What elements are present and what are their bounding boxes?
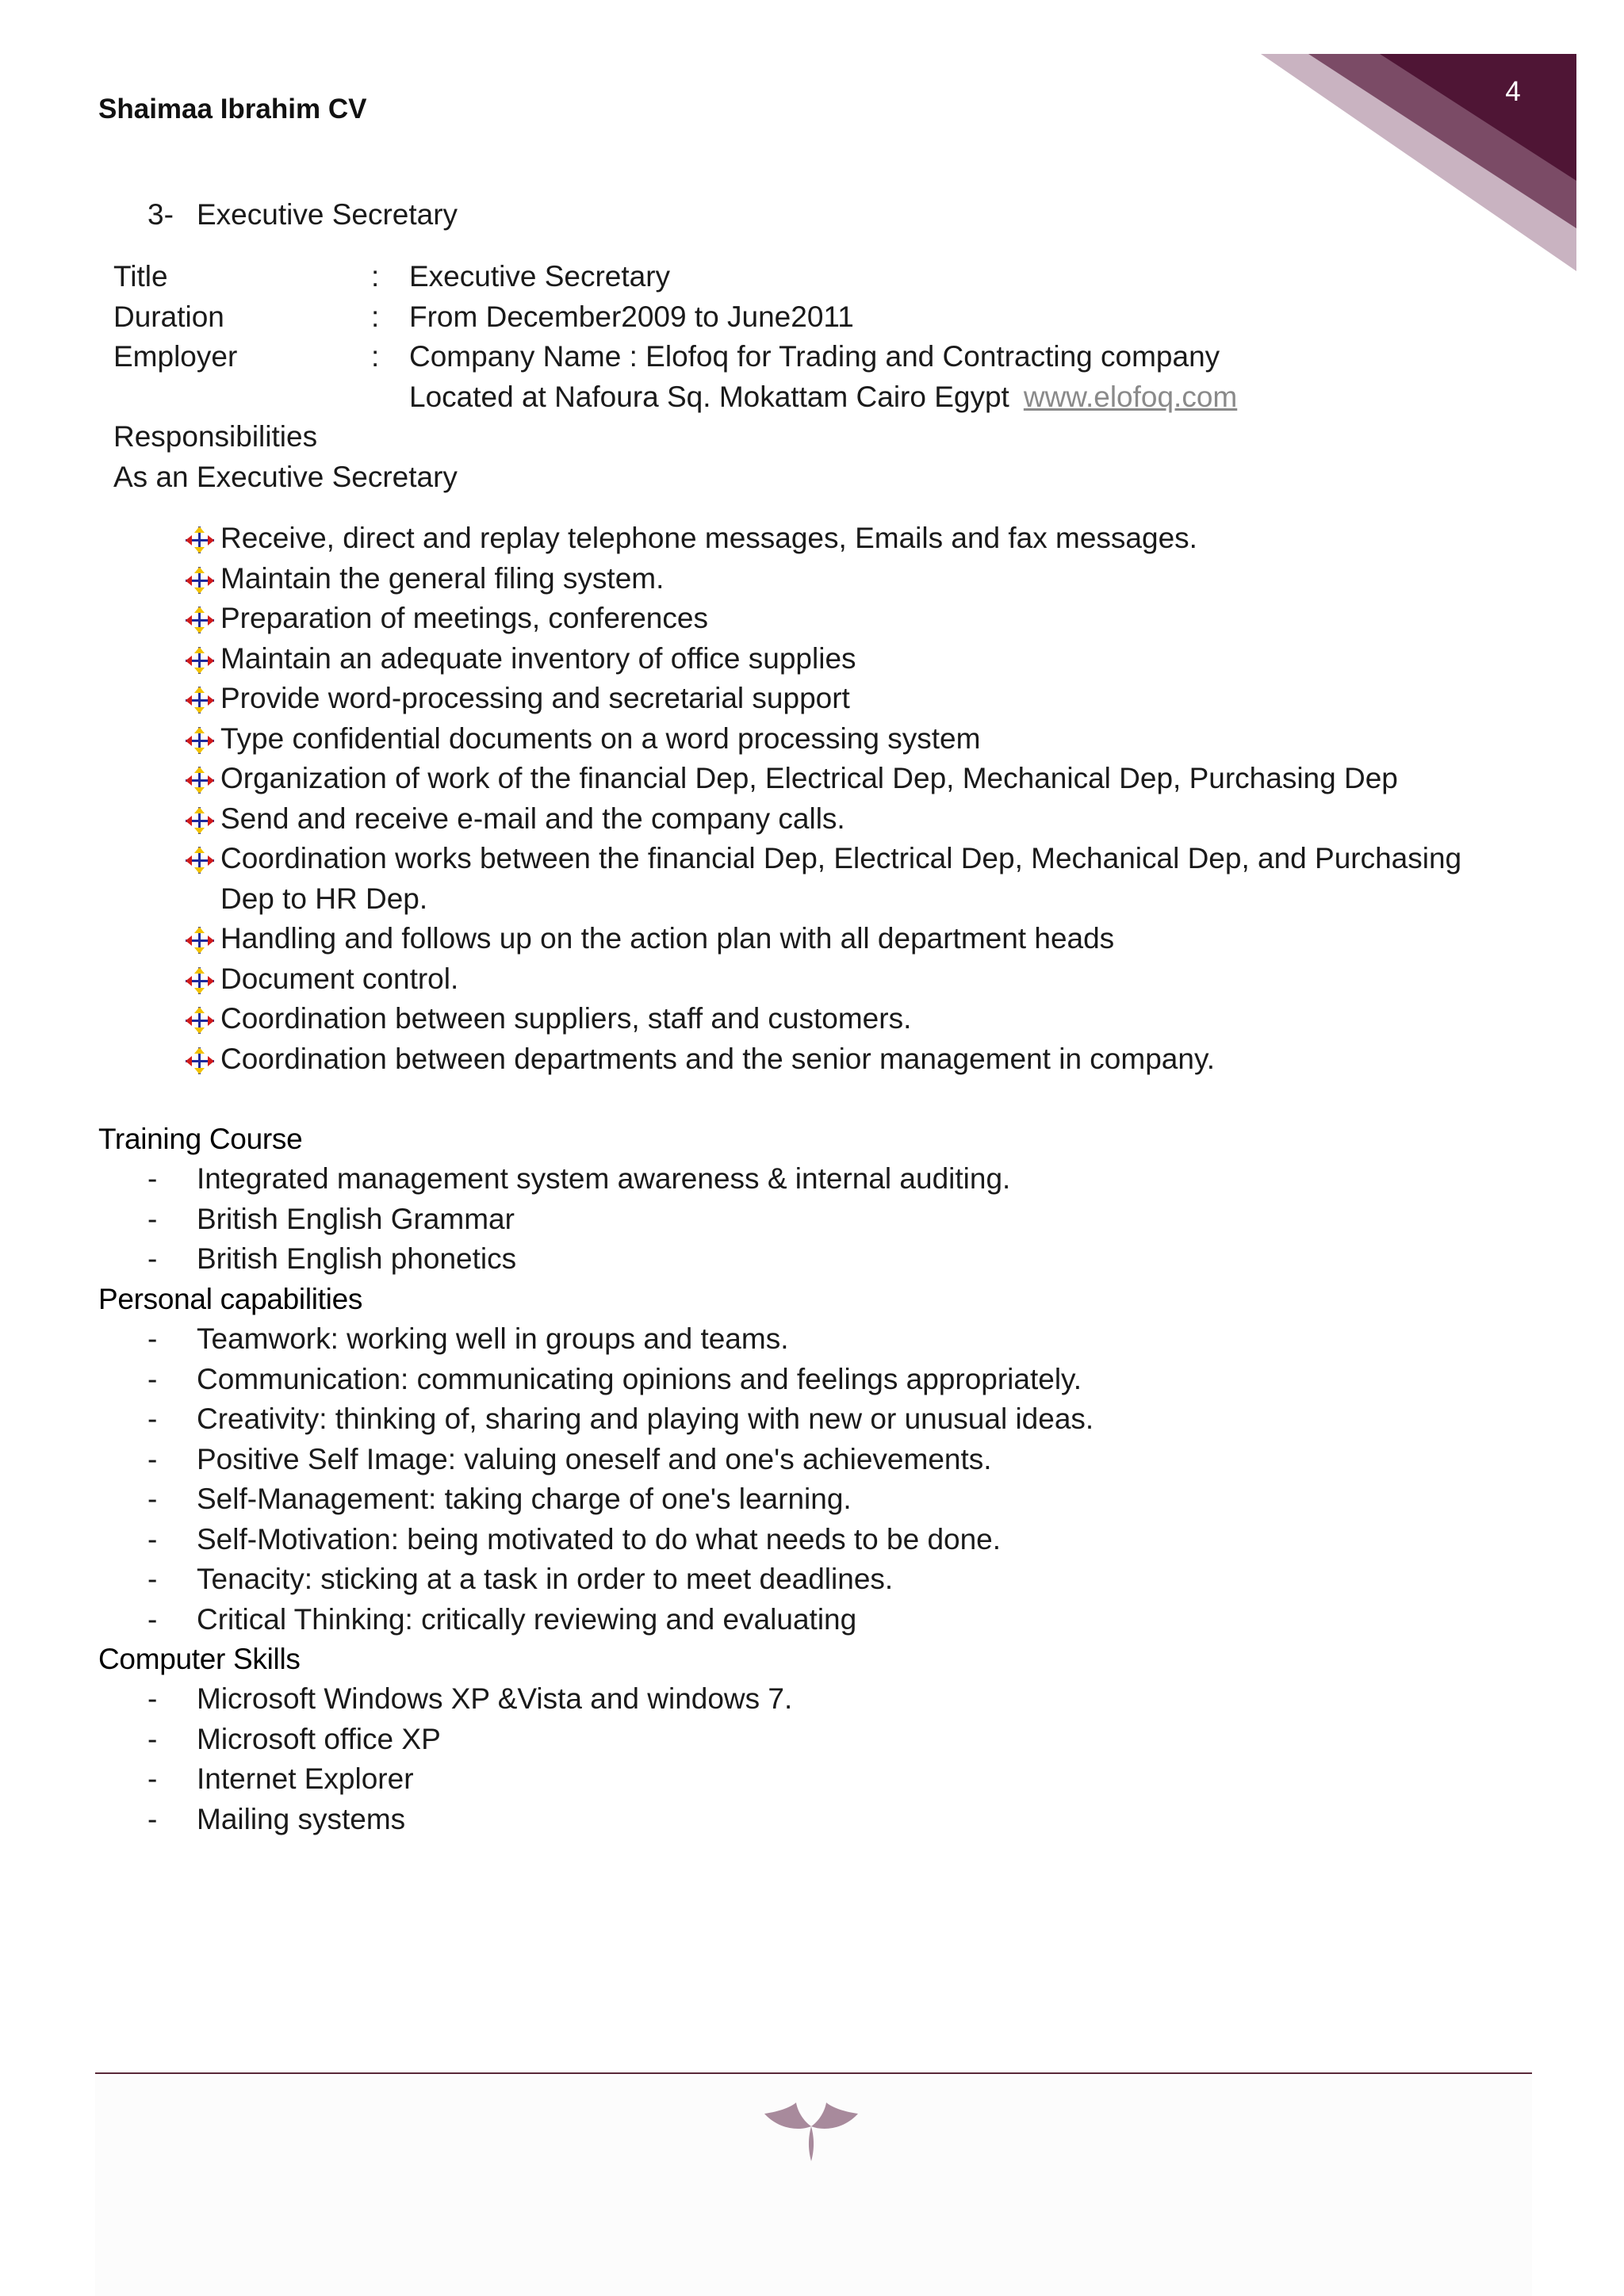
dash-marker: - (147, 1362, 158, 1395)
training-item-text: Integrated management system awareness & internal auditing. (197, 1162, 1011, 1195)
four-point-arrow-bullet-icon (186, 727, 214, 754)
dash-marker: - (147, 1442, 158, 1475)
training-item-text: British English Grammar (197, 1202, 515, 1235)
responsibility-item (186, 599, 1502, 639)
training-item-text: British English phonetics (197, 1242, 517, 1275)
computer-skill-item (147, 1800, 792, 1840)
detail-colon: : (371, 340, 380, 373)
responsibility-text: Preparation of meetings, conferences (220, 602, 708, 634)
four-point-arrow-bullet-icon (186, 1047, 214, 1074)
dash-marker: - (147, 1722, 158, 1755)
detail-row-duration (113, 297, 1237, 338)
corner-triangle-decoration (1261, 54, 1576, 271)
detail-value: From December2009 to June2011 (409, 300, 854, 333)
dash-marker: - (147, 1402, 158, 1435)
job-heading (147, 195, 458, 235)
capability-item (147, 1559, 1094, 1600)
responsibility-text: Type confidential documents on a word processing system (220, 721, 981, 755)
dash-marker: - (147, 1682, 158, 1715)
dash-marker: - (147, 1242, 158, 1275)
four-point-arrow-bullet-icon (186, 647, 214, 674)
page-number: 4 (1505, 76, 1521, 107)
responsibility-text: Provide word-processing and secretarial support (220, 682, 850, 714)
capability-item-text: Self-Management: taking charge of one's learning. (197, 1483, 852, 1515)
computer-skill-item (147, 1759, 792, 1800)
four-point-arrow-bullet-icon (186, 807, 214, 834)
dash-marker: - (147, 1483, 158, 1515)
dash-marker: - (147, 1202, 158, 1235)
job-details (113, 257, 1237, 497)
footer-divider (95, 2072, 1532, 2074)
detail-key: Title (113, 260, 168, 293)
capability-item-text: Teamwork: working well in groups and teams. (197, 1322, 789, 1355)
dash-marker: - (147, 1563, 158, 1595)
responsibility-item (186, 719, 1502, 760)
responsibility-item (186, 519, 1502, 559)
responsibility-text: Send and receive e-mail and the company calls. (220, 802, 845, 835)
four-point-arrow-bullet-icon (186, 927, 214, 954)
responsibility-item (186, 839, 1502, 919)
responsibility-text: Coordination between suppliers, staff and customers. (220, 1002, 912, 1035)
responsibility-text: Maintain an adequate inventory of office supplies (220, 641, 856, 675)
capability-item-text: Self-Motivation: being motivated to do what needs to be done. (197, 1522, 1002, 1556)
dash-marker: - (147, 1322, 158, 1355)
responsibility-item (186, 559, 1502, 599)
responsibility-text: Organization of work of the financial Dep, Electrical Dep, Mechanical Dep, Purchasing Dep (220, 762, 1398, 794)
detail-value: Executive Secretary (409, 260, 671, 293)
dash-marker: - (147, 1602, 158, 1636)
employer-location: Located at Nafoura Sq. Mokattam Cairo Egypt (409, 380, 1009, 413)
capability-item-text: Critical Thinking: critically reviewing and evaluating (197, 1602, 857, 1636)
job-number: 3- (147, 198, 174, 231)
responsibility-item (186, 959, 1502, 1000)
training-list (147, 1159, 1010, 1280)
computer-skill-item-text: Internet Explorer (197, 1762, 414, 1795)
responsibilities-label: Responsibilities (113, 420, 318, 453)
responsibility-text: Handling and follows up on the action plan with all department heads (220, 922, 1115, 955)
responsibility-text: Maintain the general filing system. (220, 561, 665, 595)
four-point-arrow-bullet-icon (186, 607, 214, 633)
capability-item (147, 1440, 1094, 1480)
dash-marker: - (147, 1522, 158, 1556)
four-point-arrow-bullet-icon (186, 847, 214, 874)
responsibility-item (186, 679, 1502, 719)
dash-marker: - (147, 1802, 158, 1835)
responsibility-text: Coordination between departments and the senior management in company. (220, 1042, 1215, 1075)
capability-item-text: Tenacity: sticking at a task in order to meet deadlines. (197, 1563, 894, 1595)
computer-skills-heading: Computer Skills (98, 1643, 301, 1675)
capabilities-list (147, 1319, 1094, 1640)
four-point-arrow-bullet-icon (186, 567, 214, 594)
four-point-arrow-bullet-icon (186, 687, 214, 714)
employer-website-link[interactable]: www.elofoq.com (1023, 380, 1238, 413)
detail-row-employer (113, 337, 1237, 377)
training-item (147, 1200, 1010, 1240)
responsibility-text: Coordination works between the financial Dep, Electrical Dep, Mechanical Dep, and Purchasing Dep to HR Dep. (220, 842, 1462, 915)
dash-marker: - (147, 1162, 158, 1195)
four-point-arrow-bullet-icon (186, 1007, 214, 1034)
responsibility-item (186, 919, 1502, 959)
capability-item (147, 1600, 1094, 1640)
computer-skill-item (147, 1720, 792, 1760)
detail-value: Company Name : Elofoq for Trading and Contracting company (409, 340, 1220, 373)
training-item (147, 1159, 1010, 1200)
four-point-arrow-bullet-icon (186, 526, 214, 553)
responsibility-text: Receive, direct and replay telephone messages, Emails and fax messages. (220, 522, 1197, 554)
capability-item (147, 1520, 1094, 1560)
capabilities-heading: Personal capabilities (98, 1283, 363, 1315)
responsibilities-list (186, 519, 1502, 1079)
computer-skill-item-text: Microsoft office XP (197, 1722, 441, 1755)
capability-item (147, 1319, 1094, 1360)
job-heading-text: Executive Secretary (197, 198, 458, 231)
responsibility-item (186, 999, 1502, 1039)
detail-row-title (113, 257, 1237, 297)
responsibility-item (186, 639, 1502, 679)
training-item (147, 1239, 1010, 1280)
responsibility-text: Document control. (220, 962, 459, 995)
detail-key: Employer (113, 340, 238, 373)
four-point-arrow-bullet-icon (186, 767, 214, 794)
capability-item (147, 1360, 1094, 1400)
plant-sprout-logo-icon (761, 2099, 861, 2161)
training-heading: Training Course (98, 1123, 303, 1155)
computer-skill-item-text: Mailing systems (197, 1802, 406, 1835)
capability-item-text: Positive Self Image: valuing oneself and one's achievements. (197, 1442, 992, 1475)
employer-location-row (113, 377, 1237, 418)
document-title: Shaimaa Ibrahim CV (98, 94, 367, 124)
computer-skills-list (147, 1679, 792, 1839)
capability-item (147, 1479, 1094, 1520)
detail-colon: : (371, 300, 380, 333)
capability-item-text: Creativity: thinking of, sharing and playing with new or unusual ideas. (197, 1402, 1094, 1435)
computer-skill-item-text: Microsoft Windows XP &Vista and windows 7. (197, 1682, 793, 1715)
role-intro: As an Executive Secretary (113, 460, 458, 493)
capability-item (147, 1399, 1094, 1440)
responsibility-item (186, 1039, 1502, 1080)
computer-skill-item (147, 1679, 792, 1720)
capability-item-text: Communication: communicating opinions and feelings appropriately. (197, 1362, 1082, 1395)
dash-marker: - (147, 1762, 158, 1795)
responsibility-item (186, 759, 1502, 799)
four-point-arrow-bullet-icon (186, 967, 214, 994)
detail-key: Duration (113, 300, 224, 333)
responsibility-item (186, 799, 1502, 840)
detail-colon: : (371, 260, 380, 293)
